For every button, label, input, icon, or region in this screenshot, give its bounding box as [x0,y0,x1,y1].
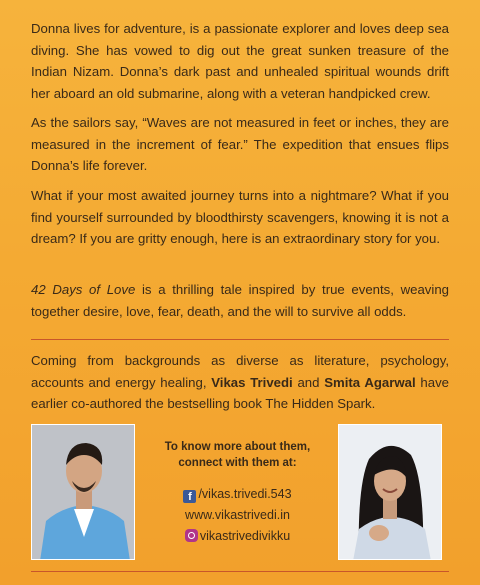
authors-paragraph [31,350,449,415]
blurb-paragraph-3: What if your most awaited journey turns into a nightmare? What if you find yourself surrounded by bloodthirsty scavengers, knowing it is not a dream? If you are gritty enough, here is an extraordinary story for you. [31,188,449,246]
divider-bottom [31,571,449,572]
authors-and: and [292,374,325,390]
contact-heading-line-1: To know more about them, [164,441,311,453]
author-photo-smita [338,424,442,560]
instagram-handle: vikastrivedivikku [199,529,291,543]
contact-website: www.vikastrivedi.in [185,508,290,522]
contact-facebook [155,484,320,504]
author-photo-vikas [31,424,135,560]
blurb-paragraph-4 [31,279,449,322]
facebook-icon: f [183,490,196,503]
divider-top [31,339,449,340]
author-name-1: Vikas Trivedi [211,374,293,390]
instagram-icon [185,529,198,542]
author-name-2: Smita Agarwal [324,374,416,390]
authors-intro: Coming from backgrounds as diverse as literature, psychology, accounts and energy healing, [31,353,449,390]
blurb-paragraph-4-text: is a thrilling tale inspired by true events, weaving together desire, love, fear, death, and the will to survive all odds. [31,282,449,319]
blurb-paragraph-2: As the sailors say, “Waves are not measured in feet or inches, they are measured in the increment of fear.” The expedition that ensues flips Donna’s life forever. [31,115,449,173]
author-portrait-female [339,425,442,560]
author-portrait-male [32,425,135,560]
facebook-handle: /vikas.trivedi.543 [198,487,292,501]
contact-heading [155,439,320,471]
authors-outro: have earlier co-authored the bestselling book The Hidden Spark. [31,374,450,411]
contact-instagram [155,526,320,546]
contact-heading-line-2: connect with them at: [178,457,297,469]
blurb-paragraph-1: Donna lives for adventure, is a passionate explorer and loves deep sea diving. She has vowed to dig out the great sunken treasure of the Indian Nizam. Donna’s dark past and unhealed spiritual wounds drift her aboard an old submarine, along with a veteran handpicked crew. [31,21,449,101]
book-title: 42 Days of Love [31,282,136,297]
